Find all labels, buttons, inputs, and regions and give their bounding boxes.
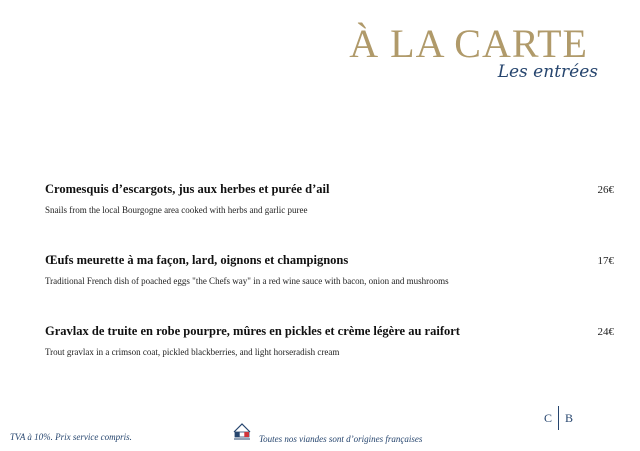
dish-heading xyxy=(45,253,614,268)
dish-price: 17€ xyxy=(597,255,614,267)
logo-divider xyxy=(558,406,559,430)
dish-heading xyxy=(45,182,614,197)
menu-header xyxy=(349,21,598,82)
dish-name: Cromesquis d’escargots, jus aux herbes et purée d’ail xyxy=(45,182,330,196)
viande-francaise-badge-icon xyxy=(231,420,253,447)
restaurant-logo xyxy=(544,406,573,430)
dish-description: Traditional French dish of poached eggs "the Chefs way" in a red wine sauce with bacon, onion and mushrooms xyxy=(45,276,449,286)
dish-description: Snails from the local Bourgogne area cooked with herbs and garlic puree xyxy=(45,205,308,215)
origin-note-group xyxy=(231,420,422,447)
dish-description: Trout gravlax in a crimson coat, pickled blackberries, and light horseradish cream xyxy=(45,347,340,357)
dish-name: Œufs meurette à ma façon, lard, oignons et champignons xyxy=(45,253,349,267)
page-title: À LA CARTE xyxy=(349,21,588,66)
logo-letter-right: B xyxy=(565,410,574,425)
dish-list xyxy=(45,182,614,395)
tax-note: TVA à 10%. Prix service compris. xyxy=(10,432,132,442)
logo-letter-left: C xyxy=(544,410,553,425)
dish-price: 26€ xyxy=(597,184,614,196)
dish-item xyxy=(45,253,614,286)
dish-item xyxy=(45,324,614,357)
section-subtitle: Les entrées xyxy=(497,62,598,82)
dish-item xyxy=(45,182,614,215)
origin-note: Toutes nos viandes sont d’origines françaises xyxy=(259,433,423,444)
dish-name: Gravlax de truite en robe pourpre, mûres en pickles et crème légère au raifort xyxy=(45,324,460,338)
dish-heading xyxy=(45,324,614,339)
dish-price: 24€ xyxy=(597,326,614,338)
